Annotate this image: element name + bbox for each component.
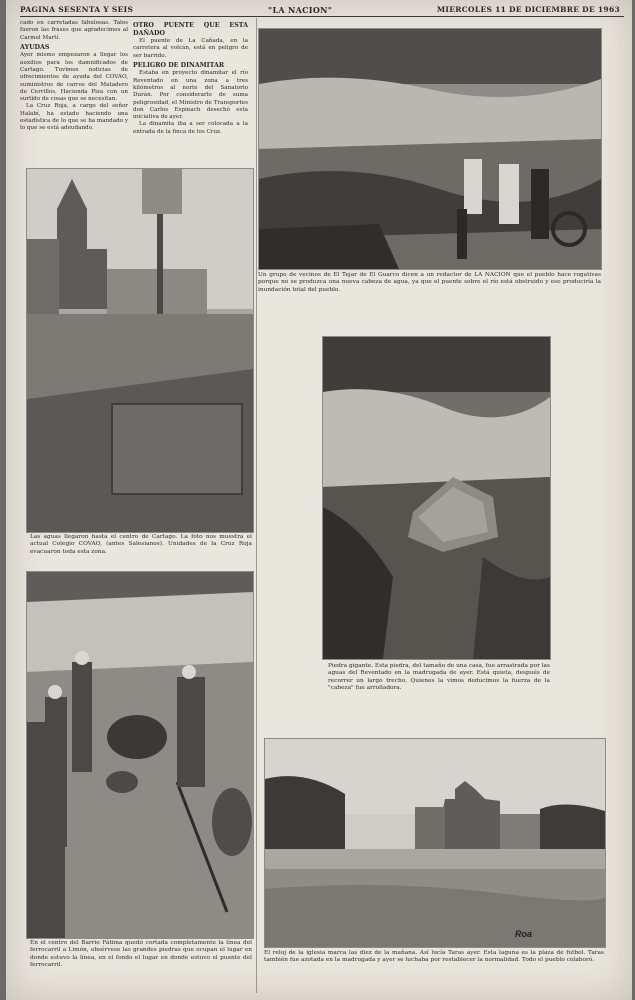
photo-barrio-fatima xyxy=(26,571,254,939)
article-ayudas: Ayer mismo empezaron a llegar los auxilios para los damnificados de Cartago. Tuvimos noticias de ofrecimientos de ayuda del COVAO, suministros de carros del Matadero de Cerrillos, Hacienda Piza con un surtido de cosas que se necesitan. xyxy=(20,52,128,103)
header-masthead: "LA NACION" xyxy=(268,5,333,15)
article-puente: El puente de La Cañada, en la carretera al volcán, está en peligro de ser barrido. xyxy=(133,38,248,59)
article-dinamitar: Estaba en proyecto dinamitar el río Reventado en una zona a tres kilómetros al norte del Sanatorio Durán. Por considerarlo de suma peligrosidad, el Ministro de Transportes don Carlos Espinach desechó esta iniciativa de ayer. xyxy=(133,70,248,121)
article-intro: cado en carretadas fabulosas. Tales fueron las frases que agradecimos al Carmel Martí. xyxy=(20,20,128,41)
article-dinamita: La dinamita iba a ser colocada a la entrada de la finca de los Cruz. xyxy=(133,121,248,135)
caption-vecinos: Un grupo de vecinos de El Tejar de El Guarco dicen a un redactor de LA NACION que el pueblo hace rogativas porque no se produzca una nueva cabeza de agua, ya que el puente sobre el río está obstruido y eso produciría la inundación total del pueblo. xyxy=(258,272,601,293)
photo-vecinos-el-tejar xyxy=(258,28,602,270)
caption-colegio: Las aguas llegaron hasta el centro de Cartago. La foto nos muestra el actual Colegio COVAO, (antes Salesianos). Unidades de la Cruz Roja evacuaron toda esta zona. xyxy=(30,534,252,555)
caption-fatima: En el centro del Barrio Fátima quedó cortada completamente la línea del ferrocarril a Limón, obsérvese las grandes piedras que ocupan el lugar en donde estuvo la línea, en el fondo el lugar en donde estuvo el puente del ferrocarril. xyxy=(30,940,252,969)
subhead-dinamitar: PELIGRO DE DINAMITAR xyxy=(133,61,225,69)
caption-piedra: Piedra gigante. Esta piedra, del tamaño de una casa, fue arrastrada por las aguas del Reventado en la madrugada de ayer. Está quieta, después de recorrer un largo trecho. Quienes la vimos deducimos la fuerza de la "cabeza" fue arrolladora. xyxy=(328,663,550,692)
header-date: MIERCOLES 11 DE DICIEMBRE DE 1963 xyxy=(436,5,620,14)
subhead-puente: OTRO PUENTE QUE ESTA DAÑADO xyxy=(133,22,248,37)
photo-iglesia-taras xyxy=(264,738,606,948)
header-page-number: PAGINA SESENTA Y SEIS xyxy=(20,5,134,14)
photo-piedra-gigante xyxy=(322,336,551,660)
photo-colegio-covao xyxy=(26,168,254,533)
page-header xyxy=(20,2,624,17)
caption-iglesia: El reloj de la iglesia marca las diez de la mañana. Así lucía Taras ayer. Esta laguna es la plaza de futbol. Taras también fue azotada en la madrugada y ayer se luchaba por restablecer la normalidad. Todo el pueblo colaboró. xyxy=(264,950,604,964)
article-cruz-roja: La Cruz Roja, a cargo del señor Halabí, ha estado haciendo una estadística de lo que se ha mandado y lo que se está adeudando. xyxy=(20,103,128,132)
newspaper-page xyxy=(6,0,632,1000)
article-column-1 xyxy=(20,20,128,166)
subhead-ayudas: AYUDAS xyxy=(20,43,50,51)
column-divider xyxy=(256,18,257,993)
article-column-2 xyxy=(133,20,248,166)
photo-credit: Roa xyxy=(515,929,533,939)
